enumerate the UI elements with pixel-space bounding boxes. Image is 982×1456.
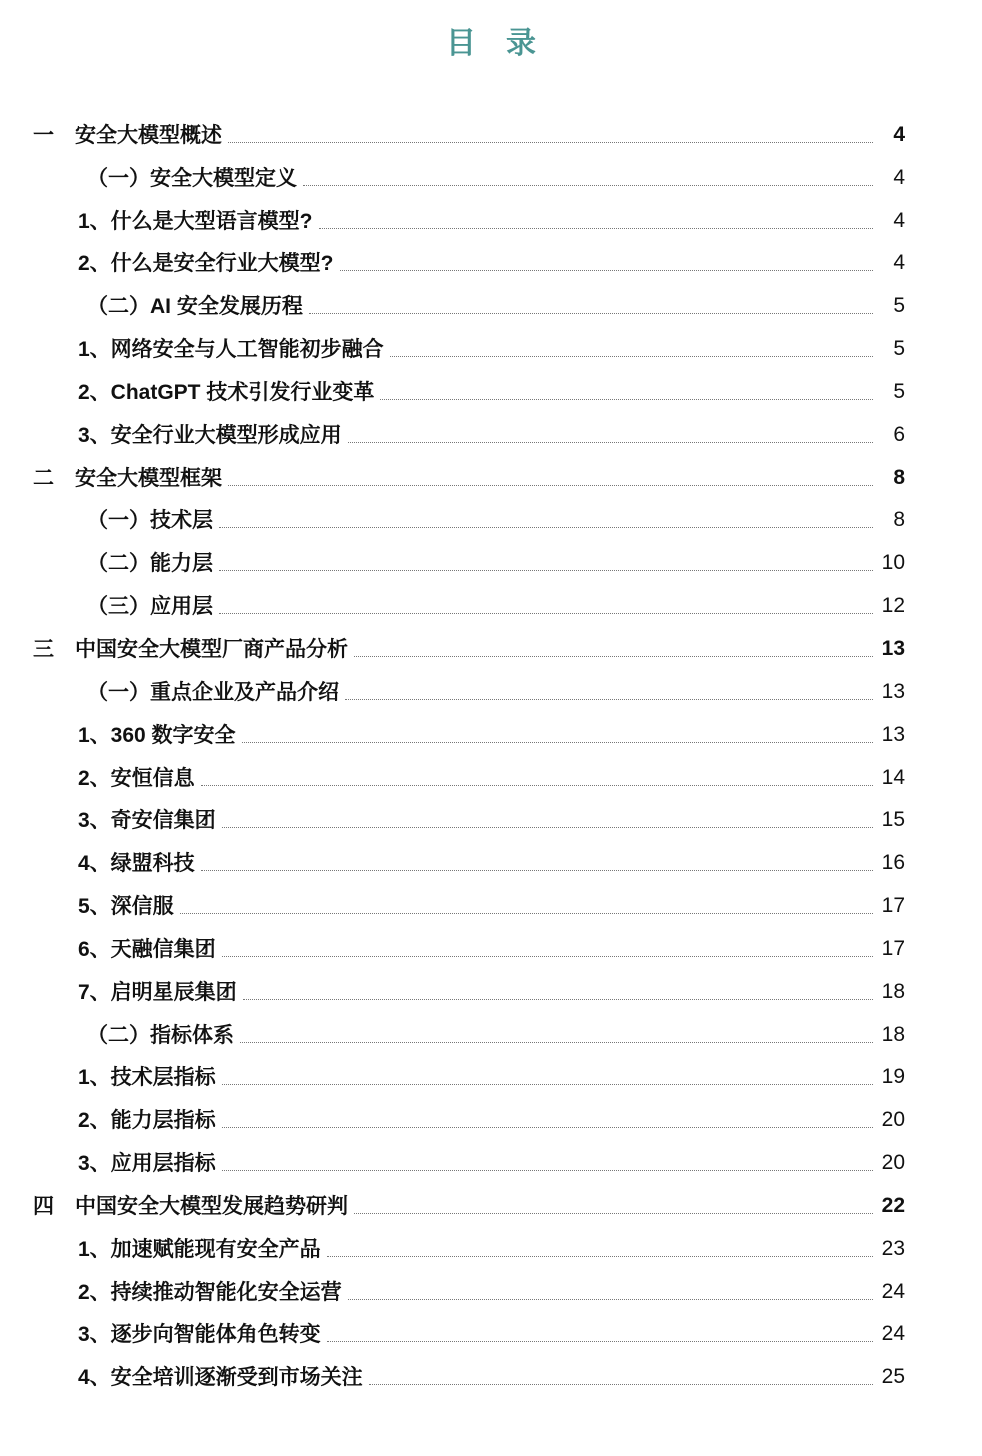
toc-entry-label: 3、逐步向智能体角色转变	[78, 1323, 321, 1347]
toc-entry[interactable]	[33, 403, 905, 446]
toc-entry-label: 1、网络安全与人工智能初步融合	[78, 338, 384, 362]
dotted-leader	[309, 313, 873, 314]
toc-entry-page-number: 4	[893, 165, 905, 189]
toc-entry-label: 5、深信服	[78, 895, 174, 919]
dotted-leader	[219, 570, 873, 571]
dotted-leader	[327, 1341, 873, 1342]
toc-entry-label: 2、ChatGPT 技术引发行业变革	[78, 380, 375, 404]
toc-entry-label: 4、安全培训逐渐受到市场关注	[78, 1366, 363, 1390]
dotted-leader	[348, 442, 873, 443]
toc-entry[interactable]	[33, 1217, 905, 1260]
toc-entry-label: （一）技术层	[87, 509, 213, 533]
page-title: 目 录	[446, 27, 536, 60]
toc-entry[interactable]	[33, 1046, 905, 1089]
toc-entry-page-number: 16	[881, 851, 905, 875]
dotted-leader	[348, 1299, 873, 1300]
toc-entry[interactable]	[33, 146, 905, 189]
toc-entry-page-number: 4	[893, 251, 905, 275]
toc-entry-marker: 一	[33, 123, 54, 147]
toc-entry-label: （二）指标体系	[87, 1023, 234, 1047]
toc-entry-page-number: 18	[881, 979, 905, 1003]
toc-entry-page-number: 15	[881, 808, 905, 832]
toc-entry-page-number: 20	[881, 1108, 905, 1132]
dotted-leader	[219, 613, 873, 614]
toc-entry-page-number: 5	[893, 379, 905, 403]
toc-entry[interactable]	[33, 103, 905, 146]
dotted-leader	[222, 827, 873, 828]
toc-entry-page-number: 20	[881, 1151, 905, 1175]
toc-entry-page-number: 6	[893, 422, 905, 446]
toc-entry-page-number: 10	[881, 551, 905, 575]
toc-entry-label: 1、技术层指标	[78, 1066, 216, 1090]
toc-entry-page-number: 24	[881, 1322, 905, 1346]
toc-entry-page-number: 22	[881, 1193, 905, 1217]
toc-entry-label: 中国安全大模型厂商产品分析	[75, 637, 348, 661]
toc-entry[interactable]	[33, 960, 905, 1003]
dotted-leader	[390, 356, 873, 357]
toc-entry[interactable]	[33, 360, 905, 403]
toc-entry-page-number: 14	[881, 765, 905, 789]
toc-entry-page-number: 12	[881, 594, 905, 618]
dotted-leader	[222, 1084, 873, 1085]
toc-entry-page-number: 24	[881, 1279, 905, 1303]
toc-entry[interactable]	[33, 917, 905, 960]
dotted-leader	[228, 485, 873, 486]
dotted-leader	[201, 785, 873, 786]
toc-entry-label: （一）安全大模型定义	[87, 166, 297, 190]
dotted-leader	[345, 699, 873, 700]
toc-entry[interactable]	[33, 831, 905, 874]
dotted-leader	[201, 870, 873, 871]
table-of-contents	[33, 103, 905, 1388]
toc-entry-label: 1、什么是大型语言模型?	[78, 209, 313, 233]
toc-entry-page-number: 13	[881, 679, 905, 703]
toc-entry-label: 3、奇安信集团	[78, 809, 216, 833]
toc-entry[interactable]	[33, 660, 905, 703]
dotted-leader	[319, 228, 873, 229]
dotted-leader	[222, 1127, 873, 1128]
toc-entry[interactable]	[33, 1260, 905, 1303]
toc-entry-page-number: 4	[893, 122, 905, 146]
dotted-leader	[380, 399, 873, 400]
toc-entry-label: （二）能力层	[87, 552, 213, 576]
toc-entry-page-number: 8	[893, 465, 905, 489]
dotted-leader	[340, 270, 873, 271]
toc-entry-label: （二）AI 安全发展历程	[87, 295, 303, 319]
toc-entry-page-number: 13	[881, 636, 905, 660]
toc-entry[interactable]	[33, 789, 905, 832]
toc-entry-label: 1、加速赋能现有安全产品	[78, 1237, 321, 1261]
toc-entry-marker: 二	[33, 466, 54, 490]
dotted-leader	[354, 656, 873, 657]
dotted-leader	[219, 527, 873, 528]
dotted-leader	[354, 1213, 873, 1214]
toc-entry-label: 2、安恒信息	[78, 766, 195, 790]
toc-entry[interactable]	[33, 1345, 905, 1388]
toc-entry-page-number: 5	[893, 337, 905, 361]
toc-entry[interactable]	[33, 189, 905, 232]
toc-entry[interactable]	[33, 703, 905, 746]
toc-entry-page-number: 8	[893, 508, 905, 532]
toc-entry-marker: 三	[33, 637, 54, 661]
toc-entry-label: 2、能力层指标	[78, 1109, 216, 1133]
dotted-leader	[243, 999, 873, 1000]
toc-entry[interactable]	[33, 1131, 905, 1174]
toc-entry-marker: 四	[33, 1194, 54, 1218]
toc-entry[interactable]	[33, 317, 905, 360]
toc-entry-label: 7、启明星辰集团	[78, 980, 237, 1004]
toc-entry-label: 6、天融信集团	[78, 937, 216, 961]
toc-entry[interactable]	[33, 232, 905, 275]
toc-entry-page-number: 23	[881, 1236, 905, 1260]
toc-entry-label: 1、360 数字安全	[78, 723, 236, 747]
dotted-leader	[228, 142, 873, 143]
dotted-leader	[242, 742, 873, 743]
toc-entry-label: 2、什么是安全行业大模型?	[78, 252, 334, 276]
toc-entry-label: 3、安全行业大模型形成应用	[78, 423, 342, 447]
toc-entry[interactable]	[33, 1003, 905, 1046]
toc-entry[interactable]	[33, 446, 905, 489]
toc-entry-label: 4、绿盟科技	[78, 852, 195, 876]
dotted-leader	[222, 956, 873, 957]
toc-entry[interactable]	[33, 489, 905, 532]
toc-entry-page-number: 18	[881, 1022, 905, 1046]
toc-entry-label: （三）应用层	[87, 595, 213, 619]
toc-entry[interactable]	[33, 574, 905, 617]
dotted-leader	[327, 1256, 873, 1257]
toc-entry-label: 3、应用层指标	[78, 1152, 216, 1176]
dotted-leader	[180, 913, 873, 914]
dotted-leader	[369, 1384, 873, 1385]
dotted-leader	[240, 1042, 873, 1043]
dotted-leader	[222, 1170, 873, 1171]
toc-entry[interactable]	[33, 746, 905, 789]
dotted-leader	[303, 185, 873, 186]
toc-entry[interactable]	[33, 1088, 905, 1131]
toc-entry-page-number: 17	[881, 936, 905, 960]
toc-entry[interactable]	[33, 874, 905, 917]
toc-entry-label: 2、持续推动智能化安全运营	[78, 1280, 342, 1304]
toc-entry[interactable]	[33, 617, 905, 660]
toc-entry-page-number: 25	[881, 1365, 905, 1389]
toc-entry-label: 安全大模型框架	[75, 466, 222, 490]
toc-entry-page-number: 17	[881, 894, 905, 918]
document-page	[0, 26, 982, 1388]
toc-entry-label: 中国安全大模型发展趋势研判	[75, 1194, 348, 1218]
toc-entry[interactable]	[33, 1303, 905, 1346]
toc-entry-page-number: 4	[893, 208, 905, 232]
toc-entry-page-number: 13	[881, 722, 905, 746]
toc-entry[interactable]	[33, 1174, 905, 1217]
toc-entry-label: 安全大模型概述	[75, 123, 222, 147]
toc-entry[interactable]	[33, 531, 905, 574]
toc-entry-label: （一）重点企业及产品介绍	[87, 680, 339, 704]
toc-entry-page-number: 5	[893, 294, 905, 318]
toc-entry[interactable]	[33, 274, 905, 317]
toc-entry-page-number: 19	[881, 1065, 905, 1089]
